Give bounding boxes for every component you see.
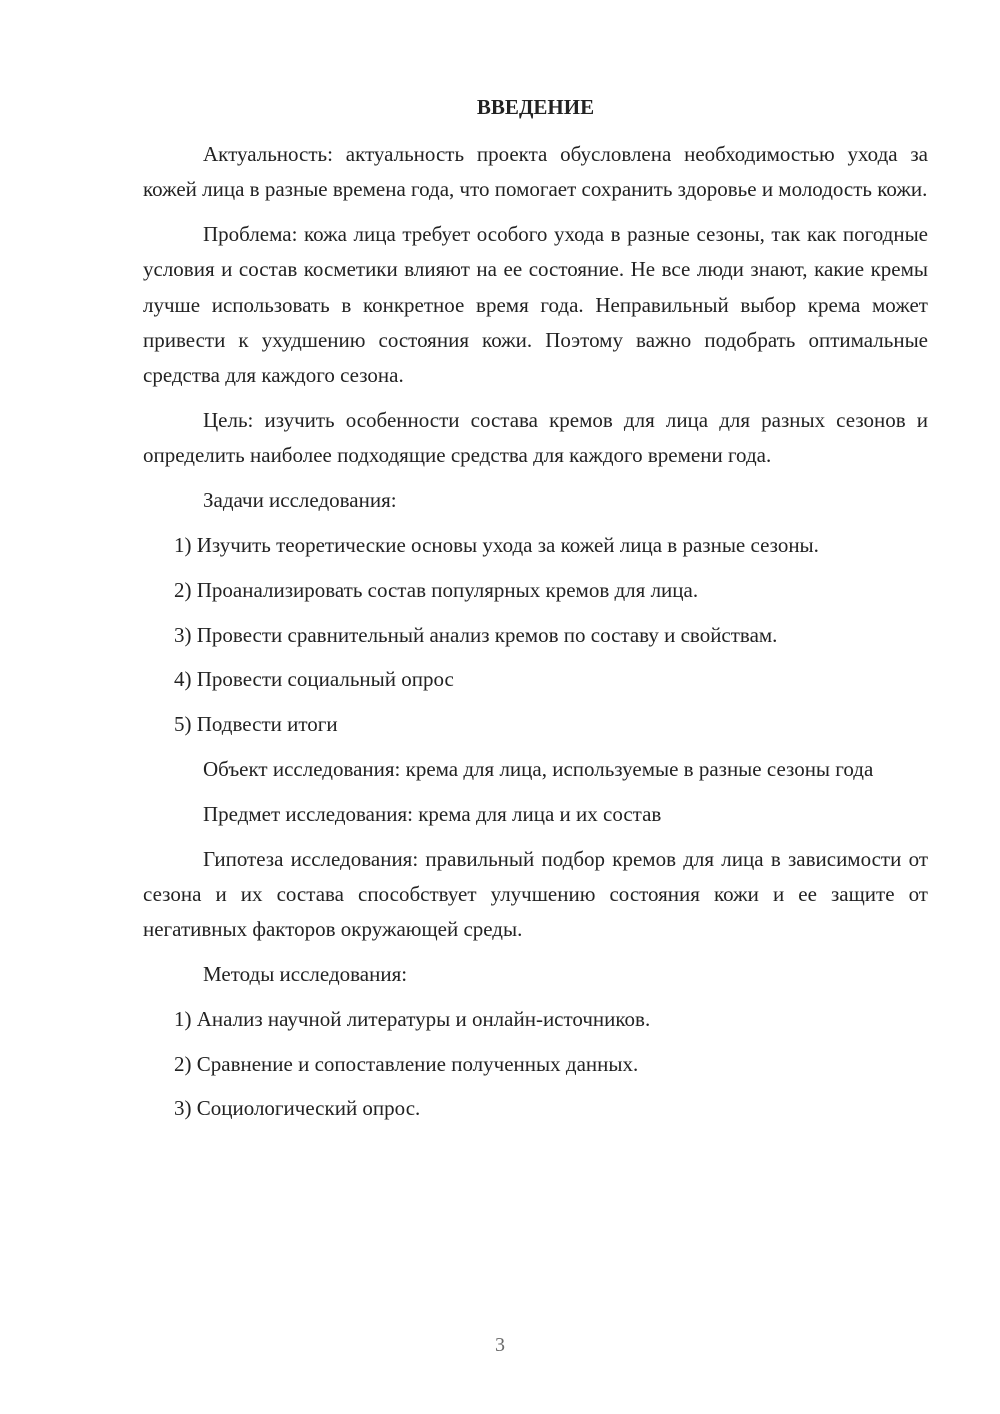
tasks-heading: Задачи исследования:	[203, 488, 397, 513]
task-item-5: 5) Подвести итоги	[174, 712, 338, 737]
method-item-1: 1) Анализ научной литературы и онлайн-источников.	[174, 1006, 651, 1031]
task-item-1: 1) Изучить теоретические основы ухода за кожей лица в разные сезоны.	[174, 532, 819, 557]
document-page	[143, 90, 928, 1136]
subject-paragraph: Предмет исследования: крема для лица и их состав	[203, 801, 662, 826]
page-number: 3	[495, 1334, 505, 1356]
relevance-paragraph: Актуальность: актуальность проекта обусловлена необходимостью ухода за кожей лица в разные времена года, что помогает сохранить здоровье и молодость кожи.	[143, 142, 928, 202]
hypothesis-paragraph: Гипотеза исследования: правильный подбор кремов для лица в зависимости от сезона и их состава способствует улучшению состояния кожи и ее защите от негативных факторов окружающей среды.	[143, 846, 928, 942]
section-title: ВВЕДЕНИЕ	[476, 95, 595, 119]
task-item-4: 4) Провести социальный опрос	[174, 667, 454, 692]
task-item-3: 3) Провести сравнительный анализ кремов по составу и свойствам.	[174, 622, 778, 647]
object-paragraph: Объект исследования: крема для лица, используемые в разные сезоны года	[203, 756, 874, 781]
method-item-2: 2) Сравнение и сопоставление полученных данных.	[174, 1051, 639, 1076]
problem-paragraph: Проблема: кожа лица требует особого ухода в разные сезоны, так как погодные условия и состав косметики влияют на ее состояние. Не все люди знают, какие кремы лучше использовать в конкретное время года. Неправильный выбор крема может привести к ухудшению состояния кожи. Поэтому важно подобрать оптимальные средства для каждого сезона.	[143, 222, 928, 388]
goal-paragraph: Цель: изучить особенности состава кремов для лица для разных сезонов и определить наиболее подходящие средства для каждого времени года.	[143, 408, 928, 468]
method-item-3: 3) Социологический опрос.	[174, 1096, 421, 1121]
task-item-2: 2) Проанализировать состав популярных кремов для лица.	[174, 577, 699, 602]
methods-heading: Методы исследования:	[203, 961, 408, 986]
